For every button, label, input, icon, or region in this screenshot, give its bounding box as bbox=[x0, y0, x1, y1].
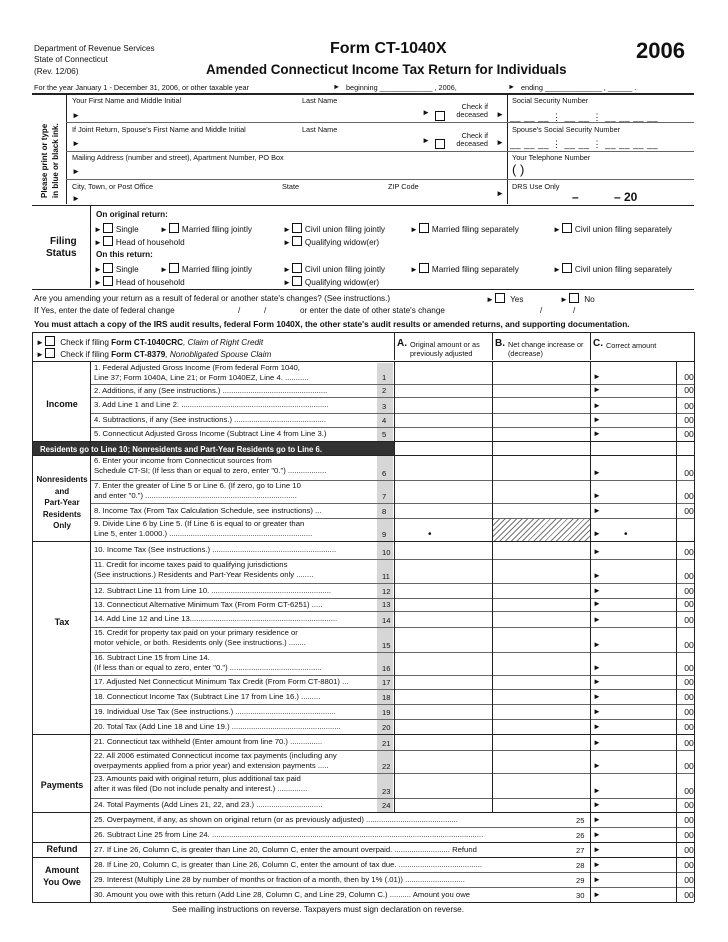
line-1-col-b[interactable] bbox=[494, 363, 588, 383]
last-name-label: Last Name bbox=[302, 96, 338, 105]
line-23-label: 23. Amounts paid with original return, plus additional tax paid after it was filed (Do not include penalty and interest.) .............. bbox=[94, 774, 308, 793]
amount-owe-label-1: Amount bbox=[45, 865, 79, 875]
spouse-last-field[interactable] bbox=[302, 134, 412, 148]
line-2-label: 2. Additions, if any (See instructions.) ................................................. bbox=[94, 385, 328, 395]
cents-zero: 00 bbox=[684, 615, 694, 625]
line-4-col-c[interactable] bbox=[592, 414, 686, 426]
tax-section-label: Tax bbox=[54, 617, 70, 627]
cents-zero: 00 bbox=[684, 599, 694, 609]
line-number: 20 bbox=[382, 723, 391, 732]
line-19-label: 19. Individual Use Tax (See instructions.) ............................................... bbox=[94, 706, 336, 716]
line-18-col-a[interactable] bbox=[396, 690, 490, 703]
line-15-col-a[interactable] bbox=[396, 628, 490, 651]
deceased-checkbox[interactable] bbox=[435, 111, 445, 121]
this-cuj-checkbox[interactable] bbox=[292, 263, 302, 273]
arrow-icon: ► bbox=[72, 139, 81, 148]
drs-dash: – bbox=[572, 190, 579, 204]
arrow-icon: ► bbox=[496, 189, 505, 198]
cents-zero: 00 bbox=[684, 547, 694, 557]
arrow-icon: ► bbox=[422, 136, 431, 145]
line-29-label: 29. Interest (Multiply Line 28 by number of months or fraction of a month, then by 1% (.01)) ............................ bbox=[94, 874, 465, 884]
arrow-icon: ► bbox=[593, 830, 601, 839]
cents-zero: 00 bbox=[684, 586, 694, 596]
amending-yes-checkbox[interactable] bbox=[495, 293, 505, 303]
federal-date-label: If Yes, enter the date of federal change bbox=[34, 306, 175, 315]
cents-zero: 00 bbox=[684, 890, 694, 900]
line-21-label: 21. Connecticut tax withheld (Enter amount from line 70.) ............... bbox=[94, 737, 323, 746]
line-6-col-c[interactable] bbox=[592, 456, 686, 479]
ending-date[interactable]: ending ______________ , ______ . bbox=[521, 83, 637, 92]
line-14-col-b[interactable] bbox=[494, 612, 588, 626]
orig-mfs-checkbox[interactable] bbox=[419, 223, 429, 233]
line-12-col-a[interactable] bbox=[396, 584, 490, 597]
income-section-label: Income bbox=[46, 399, 78, 409]
line-4-label: 4. Subtractions, if any (See instructions.) ........................................... bbox=[94, 415, 326, 424]
refund-section-label: Refund bbox=[46, 844, 78, 854]
cents-zero: 00 bbox=[684, 663, 694, 673]
line-15-col-c[interactable] bbox=[592, 628, 686, 651]
line-19-col-c[interactable] bbox=[592, 705, 686, 718]
ct8379-checkbox[interactable] bbox=[45, 348, 55, 358]
line-24-col-a[interactable] bbox=[396, 799, 490, 811]
for-year-text: For the year January 1 - December 31, 2006, or other taxable year bbox=[34, 83, 249, 92]
drs-label: DRS Use Only bbox=[512, 182, 560, 191]
line-16-col-b[interactable] bbox=[494, 653, 588, 674]
cents-zero: 00 bbox=[684, 722, 694, 732]
arrow-icon: ► bbox=[333, 82, 341, 91]
arrow-icon: ► bbox=[593, 529, 601, 538]
arrow-icon: ► bbox=[593, 491, 601, 500]
payments-section-label: Payments bbox=[40, 780, 84, 790]
phone-field[interactable]: ( ) bbox=[512, 162, 525, 177]
cents-zero: 00 bbox=[684, 640, 694, 650]
address-label: Mailing Address (number and street), Apartment Number, PO Box bbox=[72, 153, 284, 162]
spouse-deceased-label: Check if deceased bbox=[456, 131, 488, 148]
line-3-col-a[interactable] bbox=[396, 398, 490, 412]
this-single-checkbox[interactable] bbox=[103, 263, 113, 273]
arrow-icon: ► bbox=[593, 890, 601, 899]
line-number: 10 bbox=[382, 548, 391, 557]
zip-field[interactable] bbox=[388, 190, 488, 203]
line-8-label: 8. Income Tax (From Tax Calculation Schedule, see instructions) ... bbox=[94, 505, 322, 515]
state-name: State of Connecticut bbox=[34, 55, 108, 64]
ssn-field[interactable]: __ __ __ ⋮ __ __ ⋮ __ __ __ __ bbox=[510, 112, 659, 122]
orig-qw-checkbox[interactable] bbox=[292, 236, 302, 246]
line-number: 21 bbox=[382, 739, 391, 748]
amount-owe-label-2: You Owe bbox=[43, 877, 81, 887]
other-state-date-label: or enter the date of other state's change bbox=[300, 306, 445, 315]
line-10-col-c[interactable] bbox=[592, 542, 686, 558]
line-1-col-a[interactable] bbox=[396, 363, 490, 383]
orig-hoh-checkbox[interactable] bbox=[103, 236, 113, 246]
line-9-col-c[interactable] bbox=[592, 519, 686, 540]
amending-question: Are you amending your return as a result of federal or another state's changes? (See instructions.) bbox=[34, 294, 391, 303]
line-19-col-b[interactable] bbox=[494, 705, 588, 718]
line-23-col-c[interactable] bbox=[592, 774, 686, 797]
line-9-col-b[interactable] bbox=[494, 519, 588, 540]
cents-zero: 00 bbox=[684, 800, 694, 810]
line-13-col-a[interactable] bbox=[396, 599, 490, 610]
line-10-label: 10. Income Tax (See instructions.) .......................................................... bbox=[94, 545, 337, 554]
line-number: 4 bbox=[382, 416, 387, 425]
arrow-icon: ► bbox=[593, 707, 601, 716]
line-27-label: 27. If Line 26, Column C, is greater than Line 20, Column C, enter the amount overpaid. .......................... Refund bbox=[94, 844, 477, 854]
arrow-icon: ► bbox=[496, 138, 505, 147]
residents-instruction: Residents go to Line 10; Nonresidents and Part-Year Residents go to Line 6. bbox=[40, 445, 323, 454]
line-7-label: 7. Enter the greater of Line 5 or Line 6. (If zero, go to Line 10 and enter "0.") ....................................................................... bbox=[94, 481, 301, 500]
line-30-col-c[interactable] bbox=[592, 888, 676, 901]
arrow-icon: ► bbox=[593, 663, 601, 672]
line-23-col-b[interactable] bbox=[494, 774, 588, 797]
tax-year: 2006 bbox=[636, 38, 685, 63]
line-3-label: 3. Add Line 1 and Line 2. ..................................................................... bbox=[94, 400, 329, 409]
state-date-sep-1[interactable]: / bbox=[540, 306, 543, 315]
line-17-col-b[interactable] bbox=[494, 676, 588, 688]
line-9-col-a[interactable] bbox=[396, 519, 490, 540]
line-6-col-b[interactable] bbox=[494, 456, 588, 479]
line-18-label: 18. Connecticut Income Tax (Subtract Line 17 from Line 16.) ......... bbox=[94, 691, 321, 701]
arrow-icon: ► bbox=[508, 82, 516, 91]
line-11-col-a[interactable] bbox=[396, 560, 490, 582]
cents-zero: 00 bbox=[684, 429, 694, 439]
line-4-col-a[interactable] bbox=[396, 414, 490, 426]
line-18-col-c[interactable] bbox=[592, 690, 686, 703]
line-number: 17 bbox=[382, 678, 391, 687]
line-number: 2 bbox=[382, 386, 387, 395]
line-number: 15 bbox=[382, 641, 391, 650]
line-1-label: 1. Federal Adjusted Gross Income (From federal Form 1040, Line 37; Form 1040A, Line 21; or Form 1040EZ, Line 4. ........... bbox=[94, 363, 309, 382]
arrow-icon: ► bbox=[496, 110, 505, 119]
line-13-col-b[interactable] bbox=[494, 599, 588, 610]
line-number: 7 bbox=[382, 492, 387, 501]
arrow-icon: ► bbox=[593, 692, 601, 701]
line-5-col-a[interactable] bbox=[396, 428, 490, 440]
arrow-icon: ► bbox=[593, 815, 601, 824]
col-b-header: Net change increase or (decrease) bbox=[508, 340, 584, 358]
arrow-icon: ► bbox=[593, 761, 601, 770]
line-21-col-c[interactable] bbox=[592, 735, 686, 749]
line-8-col-a[interactable] bbox=[396, 504, 490, 517]
arrow-icon: ► bbox=[72, 111, 81, 120]
line-20-col-c[interactable] bbox=[592, 720, 686, 733]
spouse-ssn-field[interactable]: __ __ __ ⋮ __ __ ⋮ __ __ __ __ bbox=[510, 139, 659, 149]
arrow-icon: ► bbox=[593, 640, 601, 649]
orig-single-checkbox[interactable] bbox=[103, 223, 113, 233]
cents-zero: 00 bbox=[684, 571, 694, 581]
arrow-icon: ► bbox=[593, 860, 601, 869]
line-12-col-c[interactable] bbox=[592, 584, 686, 597]
line-21-col-a[interactable] bbox=[396, 735, 490, 749]
federal-date-sep-1[interactable]: / bbox=[238, 306, 241, 315]
city-field[interactable] bbox=[82, 190, 282, 203]
line-11-col-c[interactable] bbox=[592, 560, 686, 582]
line-13-label: 13. Connecticut Alternative Minimum Tax (From Form CT-6251) ..... bbox=[94, 599, 323, 609]
line-16-label: 16. Subtract Line 15 from Line 14. (If less than or equal to zero, enter "0.") ........................................... bbox=[94, 653, 322, 672]
arrow-icon: ► bbox=[593, 401, 601, 410]
federal-date-sep-2[interactable]: / bbox=[264, 306, 267, 315]
city-label: City, Town, or Post Office bbox=[72, 182, 154, 191]
line-22-label: 22. All 2006 estimated Connecticut income tax payments (including any overpayments applied from a prior year) and extension payments ..... bbox=[94, 751, 337, 770]
line-20-col-a[interactable] bbox=[396, 720, 490, 733]
line-10-col-a[interactable] bbox=[396, 542, 490, 558]
line-25-label: 25. Overpayment, if any, as shown on original return (or as previously adjusted) ........................................... bbox=[94, 814, 458, 824]
line-22-col-c[interactable] bbox=[592, 751, 686, 772]
arrow-icon: ► bbox=[422, 108, 431, 117]
revision: (Rev. 12/06) bbox=[34, 67, 79, 76]
line-number: 28 bbox=[576, 861, 585, 870]
arrow-icon: ► bbox=[593, 845, 601, 854]
phone-label: Your Telephone Number bbox=[512, 153, 591, 162]
form-subtitle: Amended Connecticut Income Tax Return for Individuals bbox=[206, 62, 567, 77]
line-2-col-b[interactable] bbox=[494, 385, 588, 396]
cents-zero: 00 bbox=[684, 875, 694, 885]
arrow-icon: ► bbox=[593, 786, 601, 795]
line-14-label: 14. Add Line 12 and Line 13..................................................................... bbox=[94, 614, 338, 623]
line-19-col-a[interactable] bbox=[396, 705, 490, 718]
line-number: 27 bbox=[576, 846, 585, 855]
line-3-col-c[interactable] bbox=[592, 398, 686, 412]
cents-zero: 00 bbox=[684, 385, 694, 395]
arrow-icon: ► bbox=[593, 599, 601, 608]
line-12-label: 12. Subtract Line 11 from Line 10. ........................................................ bbox=[94, 585, 331, 595]
line-16-col-a[interactable] bbox=[396, 653, 490, 674]
filing-label: Filing bbox=[50, 236, 77, 247]
state-field[interactable] bbox=[282, 190, 382, 203]
line-number: 13 bbox=[382, 600, 391, 609]
line-9-label: 9. Divide Line 6 by Line 5. (If Line 6 is equal to or greater than Line 5, enter 1.0000.) ................................................................... bbox=[94, 519, 313, 538]
line-7-col-a[interactable] bbox=[396, 481, 490, 502]
line-20-label: 20. Total Tax (Add Line 18 and Line 19.) ................................................... bbox=[94, 721, 341, 731]
spouse-ssn-label: Spouse's Social Security Number bbox=[512, 125, 621, 134]
print-instruction-1: Please print or type bbox=[40, 123, 49, 198]
line-number: 9 bbox=[382, 530, 387, 539]
first-name-field[interactable] bbox=[82, 106, 302, 120]
orig-cus-checkbox[interactable] bbox=[562, 223, 572, 233]
arrow-icon: ► bbox=[593, 722, 601, 731]
line-30-label: 30. Amount you owe with this return (Add Line 28, Column C, and Line 29, Column C.) .......... Amount you owe bbox=[94, 889, 471, 899]
cents-zero: 00 bbox=[684, 761, 694, 771]
cents-zero: 00 bbox=[684, 845, 694, 855]
arrow-icon: ► bbox=[593, 506, 601, 515]
line-22-col-a[interactable] bbox=[396, 751, 490, 772]
line-26-label: 26. Subtract Line 25 from Line 24. ............................................................................................................................... bbox=[94, 829, 484, 839]
line-18-col-b[interactable] bbox=[494, 690, 588, 703]
line-number: 30 bbox=[576, 891, 585, 900]
cents-zero: 00 bbox=[684, 506, 694, 516]
line-11-label: 11. Credit for income taxes paid to qualifying jurisdictions (See instructions.) Residents and Part-Year Residents only ........ bbox=[94, 560, 314, 579]
line-20-col-b[interactable] bbox=[494, 720, 588, 733]
line-15-col-b[interactable] bbox=[494, 628, 588, 651]
arrow-icon: ► bbox=[72, 167, 81, 176]
arrow-icon: ► bbox=[593, 875, 601, 884]
line-2-col-a[interactable] bbox=[396, 385, 490, 396]
spouse-deceased-checkbox[interactable] bbox=[435, 139, 445, 149]
line-17-col-a[interactable] bbox=[396, 676, 490, 688]
line-17-col-c[interactable] bbox=[592, 676, 686, 688]
col-c-letter: C. bbox=[593, 338, 603, 349]
line-number: 1 bbox=[382, 373, 387, 382]
line-number: 22 bbox=[382, 762, 391, 771]
amending-no-checkbox[interactable] bbox=[569, 293, 579, 303]
line-number: 14 bbox=[382, 616, 391, 625]
line-6-label: 6. Enter your income from Connecticut sources from Schedule CT-SI; (If less than or equal to zero, enter "0.") .................. bbox=[94, 456, 327, 475]
address-field[interactable] bbox=[82, 162, 502, 176]
this-return-heading: On this return: bbox=[96, 250, 153, 259]
line-26-col-c[interactable] bbox=[592, 828, 676, 841]
line-2-col-c[interactable] bbox=[592, 385, 686, 396]
spouse-last-label: Last Name bbox=[302, 125, 338, 134]
line-28-label: 28. If Line 20, Column C, is greater than Line 26, Column C, enter the amount of tax due. ....................................... bbox=[94, 859, 482, 869]
line-24-col-b[interactable] bbox=[494, 799, 588, 811]
line-12-col-b[interactable] bbox=[494, 584, 588, 597]
line-number: 11 bbox=[382, 572, 390, 581]
cents-zero: 00 bbox=[684, 415, 694, 425]
cents-zero: 00 bbox=[684, 786, 694, 796]
original-row-1: ► Single bbox=[94, 225, 139, 234]
footer-note: See mailing instructions on reverse. Taxpayers must sign declaration on reverse. bbox=[172, 905, 465, 914]
arrow-icon: ► bbox=[593, 468, 601, 477]
line-number: 8 bbox=[382, 507, 387, 516]
yes-label: Yes bbox=[510, 295, 524, 304]
print-instruction-2: in blue or black ink. bbox=[51, 123, 60, 198]
line-15-label: 15. Credit for property tax paid on your primary residence or motor vehicle, or both. Residents only (See instructions.) ........ bbox=[94, 628, 306, 647]
line-number: 12 bbox=[382, 587, 391, 596]
line-7-col-c[interactable] bbox=[592, 481, 686, 502]
line-13-col-c[interactable] bbox=[592, 599, 686, 610]
state-date-sep-2[interactable]: / bbox=[573, 306, 576, 315]
decimal-point: • bbox=[428, 529, 432, 540]
cents-zero: 00 bbox=[684, 830, 694, 840]
arrow-icon: ► bbox=[593, 586, 601, 595]
ssn-label: Social Security Number bbox=[512, 96, 589, 105]
arrow-icon: ► bbox=[593, 385, 601, 394]
drs-year: – 20 bbox=[614, 190, 638, 204]
this-mfj-checkbox[interactable] bbox=[169, 263, 179, 273]
orig-cuj-checkbox[interactable] bbox=[292, 223, 302, 233]
cents-zero: 00 bbox=[684, 401, 694, 411]
dept-name: Department of Revenue Services bbox=[34, 44, 155, 53]
col-a-header: Original amount or as previously adjusted bbox=[410, 340, 480, 358]
line-24-label: 24. Total Payments (Add Lines 21, 22, and 23.) ............................... bbox=[94, 800, 323, 809]
cents-zero: 00 bbox=[684, 468, 694, 478]
cents-zero: 00 bbox=[684, 372, 694, 382]
nonresident-section-label: Nonresidents and Part-Year Residents Only bbox=[36, 475, 88, 530]
line-number: 23 bbox=[382, 787, 391, 796]
state-label: State bbox=[282, 182, 300, 191]
cents-zero: 00 bbox=[684, 491, 694, 501]
line-number: 24 bbox=[382, 801, 391, 810]
cents-zero: 00 bbox=[684, 815, 694, 825]
line-24-col-c[interactable] bbox=[592, 799, 686, 811]
line-25-col-c[interactable] bbox=[592, 813, 676, 826]
this-hoh-checkbox[interactable] bbox=[103, 276, 113, 286]
cents-zero: 00 bbox=[684, 692, 694, 702]
col-b-letter: B. bbox=[495, 338, 505, 349]
zip-label: ZIP Code bbox=[388, 182, 419, 191]
arrow-icon: ► bbox=[593, 571, 601, 580]
line-number: 16 bbox=[382, 664, 391, 673]
status-label: Status bbox=[46, 248, 77, 259]
arrow-icon: ► bbox=[593, 429, 601, 438]
arrow-icon: ► bbox=[593, 615, 601, 624]
arrow-icon: ► bbox=[593, 677, 601, 686]
cents-zero: 00 bbox=[684, 707, 694, 717]
no-label: No bbox=[584, 295, 595, 304]
line-28-col-c[interactable] bbox=[592, 858, 676, 871]
line-number: 29 bbox=[576, 876, 585, 885]
line-3-col-b[interactable] bbox=[494, 398, 588, 412]
col-a-letter: A. bbox=[397, 338, 407, 349]
line-number: 19 bbox=[382, 708, 391, 717]
spouse-first-field[interactable] bbox=[82, 134, 302, 148]
arrow-icon: ► bbox=[593, 547, 601, 556]
this-qw-checkbox[interactable] bbox=[292, 276, 302, 286]
decimal-point: • bbox=[624, 529, 628, 540]
line-7-col-b[interactable] bbox=[494, 481, 588, 502]
arrow-icon: ► bbox=[593, 738, 601, 747]
line-29-col-c[interactable] bbox=[592, 873, 676, 886]
line-number: 5 bbox=[382, 430, 387, 439]
line-number: 26 bbox=[576, 831, 585, 840]
orig-mfj-checkbox[interactable] bbox=[169, 223, 179, 233]
arrow-icon: ► bbox=[593, 415, 601, 424]
line-number: 6 bbox=[382, 469, 387, 478]
line-17-label: 17. Adjusted Net Connecticut Minimum Tax Credit (From Form CT-8801) ... bbox=[94, 677, 349, 686]
cents-zero: 00 bbox=[684, 860, 694, 870]
form-title: Form CT-1040X bbox=[330, 40, 447, 57]
original-return-heading: On original return: bbox=[96, 210, 168, 219]
line-8-col-c[interactable] bbox=[592, 504, 686, 517]
arrow-icon: ► bbox=[72, 194, 81, 203]
beginning-date[interactable]: beginning _____________ , 2006, bbox=[346, 83, 457, 92]
deceased-label: Check if deceased bbox=[456, 102, 488, 119]
line-1-col-c[interactable] bbox=[592, 363, 686, 383]
line-4-col-b[interactable] bbox=[494, 414, 588, 426]
this-cus-checkbox[interactable] bbox=[562, 263, 572, 273]
spouse-first-label: If Joint Return, Spouse's First Name and Middle Initial bbox=[72, 125, 246, 134]
line-11-col-b[interactable] bbox=[494, 560, 588, 582]
arrow-icon: ► bbox=[593, 800, 601, 809]
last-name-field[interactable] bbox=[302, 106, 412, 120]
line-16-col-c[interactable] bbox=[592, 653, 686, 674]
line-5-col-b[interactable] bbox=[494, 428, 588, 440]
line-10-col-b[interactable] bbox=[494, 542, 588, 558]
line-6-col-a[interactable] bbox=[396, 456, 490, 479]
cents-zero: 00 bbox=[684, 677, 694, 687]
first-name-label: Your First Name and Middle Initial bbox=[72, 96, 182, 105]
line-22-col-b[interactable] bbox=[494, 751, 588, 772]
cents-zero: 00 bbox=[684, 738, 694, 748]
line-14-col-c[interactable] bbox=[592, 612, 686, 626]
line-27-col-c[interactable] bbox=[592, 843, 676, 856]
line-5-label: 5. Connecticut Adjusted Gross Income (Subtract Line 4 from Line 3.) bbox=[94, 429, 327, 438]
line-number: 25 bbox=[576, 816, 585, 825]
crc-checkbox[interactable] bbox=[45, 336, 55, 346]
col-c-header: Correct amount bbox=[606, 341, 657, 350]
line-5-col-c[interactable] bbox=[592, 428, 686, 440]
this-mfs-checkbox[interactable] bbox=[419, 263, 429, 273]
line-8-col-b[interactable] bbox=[494, 504, 588, 517]
line-14-col-a[interactable] bbox=[396, 612, 490, 626]
line-23-col-a[interactable] bbox=[396, 774, 490, 797]
arrow-icon: ► bbox=[593, 372, 601, 381]
line-number: 18 bbox=[382, 693, 391, 702]
line-number: 3 bbox=[382, 402, 387, 411]
attach-notice: You must attach a copy of the IRS audit results, federal Form 1040X, the other state's audit results or amended returns, and supporting documentation. bbox=[34, 319, 630, 329]
line-21-col-b[interactable] bbox=[494, 735, 588, 749]
